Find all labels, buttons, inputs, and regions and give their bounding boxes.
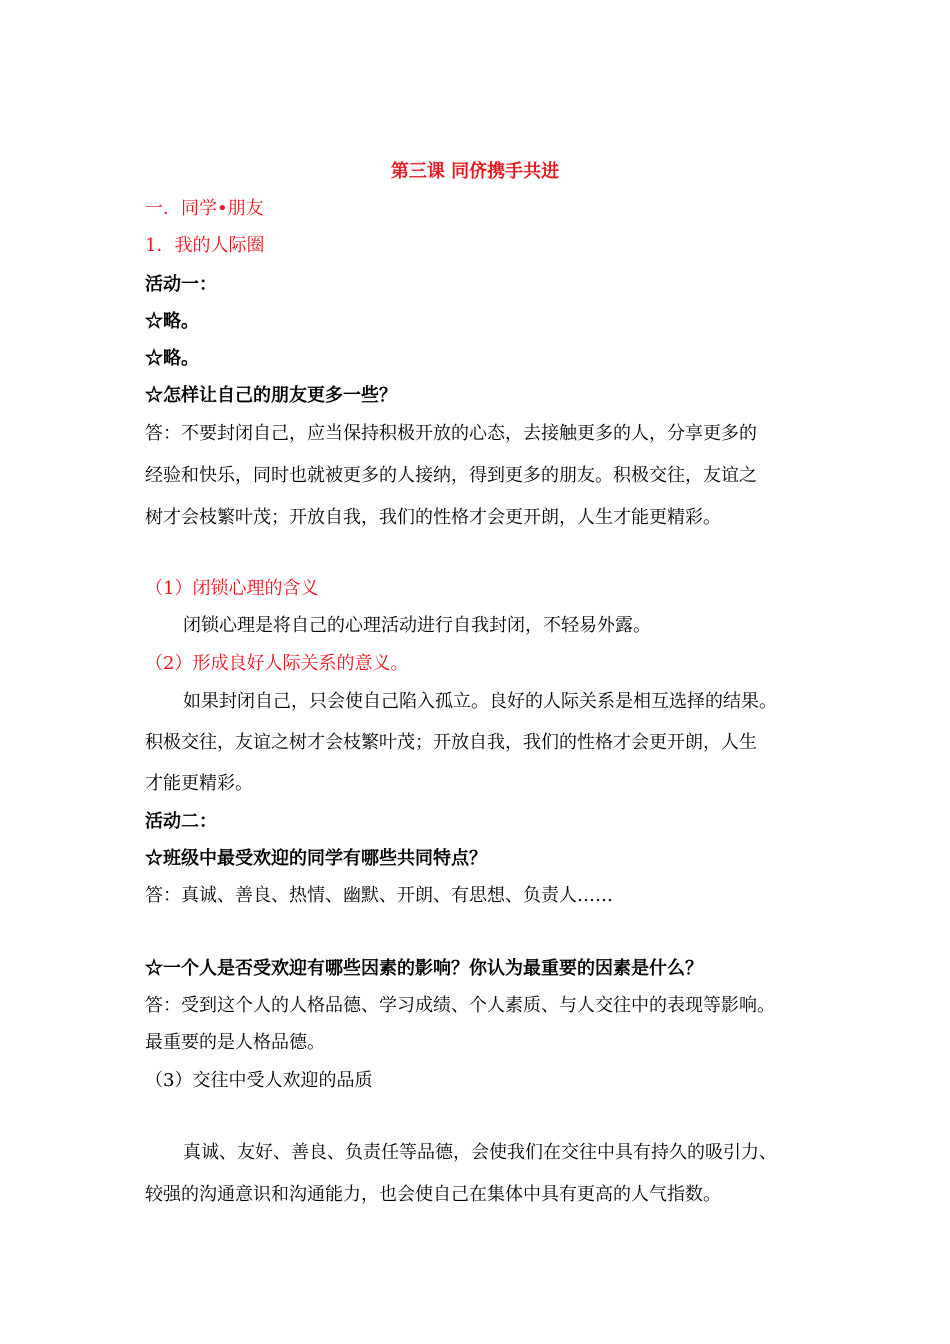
activity-one-item: ☆略。 [145, 311, 199, 332]
point-text: 闭锁心理是将自己的心理活动进行自我封闭，不轻易外露。 [183, 615, 651, 636]
lesson-title: 第三课 同侪携手共进 [390, 161, 560, 182]
answer-line: 答：受到这个人的人格品德、学习成绩、个人素质、与人交往中的表现等影响。 [145, 995, 775, 1016]
point-text: 真诚、友好、善良、负责任等品德，会使我们在交往中具有持久的吸引力、 [183, 1142, 777, 1163]
point-text: 积极交往，友谊之树才会枝繁叶茂；开放自我，我们的性格才会更开朗，人生 [145, 732, 757, 753]
answer-line: 最重要的是人格品德。 [145, 1032, 325, 1053]
point-text: 才能更精彩。 [145, 773, 253, 794]
activity-one-label: 活动一： [145, 274, 217, 295]
point-heading: （2）形成良好人际关系的意义。 [145, 653, 409, 674]
activity-two-question: ☆一个人是否受欢迎有哪些因素的影响？你认为最重要的因素是什么？ [145, 958, 703, 979]
activity-two-label: 活动二： [145, 811, 217, 832]
activity-one-question: ☆怎样让自己的朋友更多一些？ [145, 385, 397, 406]
answer-line: 答：不要封闭自己，应当保持积极开放的心态，去接触更多的人，分享更多的 [145, 423, 757, 444]
answer-line: 答：真诚、善良、热情、幽默、开朗、有思想、负责人…… [145, 885, 613, 906]
section-heading: 一．同学•朋友 [145, 198, 264, 219]
point-heading: （1）闭锁心理的含义 [145, 578, 319, 599]
point-heading: （3）交往中受人欢迎的品质 [145, 1070, 373, 1091]
activity-two-question: ☆班级中最受欢迎的同学有哪些共同特点？ [145, 848, 487, 869]
answer-line: 经验和快乐，同时也就被更多的人接纳，得到更多的朋友。积极交往，友谊之 [145, 465, 757, 486]
answer-line: 树才会枝繁叶茂；开放自我，我们的性格才会更开朗，人生才能更精彩。 [145, 507, 721, 528]
point-text: 如果封闭自己，只会使自己陷入孤立。良好的人际关系是相互选择的结果。 [183, 691, 777, 712]
subsection-heading: 1．我的人际圈 [145, 235, 265, 256]
activity-one-item: ☆略。 [145, 348, 199, 369]
point-text: 较强的沟通意识和沟通能力，也会使自己在集体中具有更高的人气指数。 [145, 1184, 721, 1205]
